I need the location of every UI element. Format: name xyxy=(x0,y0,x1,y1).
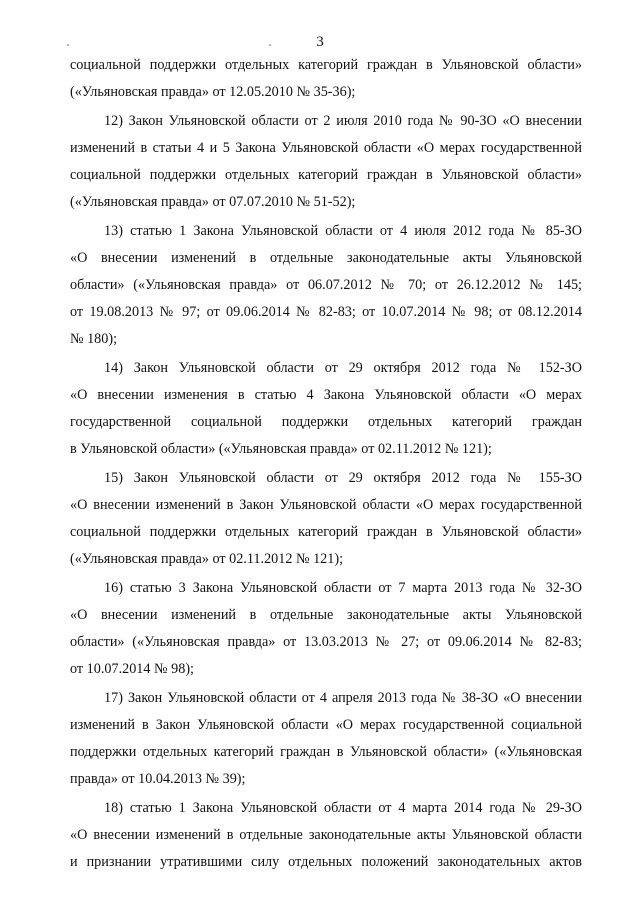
text-line: от 10.07.2014 № 98); xyxy=(70,661,194,677)
text-line: («Ульяновская правда» от 02.11.2012 № 121); xyxy=(70,551,344,567)
text-line: «О внесении изменений в отдельные законодательные акты Ульяновской xyxy=(70,250,582,266)
paragraph-start-17: 17) Закон Ульяновской области от 4 апреля 2013 года № 38-ЗО «О внесении xyxy=(104,690,582,706)
text-line: от 19.08.2013 № 97; от 09.06.2014 № 82-83; от 10.07.2014 № 98; от 08.12.2014 xyxy=(70,304,582,320)
text-line: области» («Ульяновская правда» от 06.07.2012 № 70; от 26.12.2012 № 145; xyxy=(70,277,582,293)
text-line: в Ульяновской области» («Ульяновская правда» от 02.11.2012 № 121); xyxy=(70,441,492,457)
text-line: «О внесении изменений в отдельные законодательные акты Ульяновской xyxy=(70,607,582,623)
text-line: «О внесении изменений в Закон Ульяновской области «О мерах государственной xyxy=(70,497,582,513)
text-line: социальной поддержки отдельных категорий граждан в Ульяновской области» xyxy=(70,57,582,73)
paragraph-start-15: 15) Закон Ульяновской области от 29 октября 2012 года № 155-ЗО xyxy=(104,470,582,486)
text-line: социальной поддержки отдельных категорий граждан в Ульяновской области» xyxy=(70,524,582,540)
text-line: государственной социальной поддержки отдельных категорий граждан xyxy=(70,414,582,430)
text-line: («Ульяновская правда» от 07.07.2010 № 51-52); xyxy=(70,194,356,210)
text-line: и признании утратившими силу отдельных положений законодательных актов xyxy=(70,854,582,870)
paragraph-start-14: 14) Закон Ульяновской области от 29 октября 2012 года № 152-ЗО xyxy=(104,360,582,376)
text-line: изменений в Закон Ульяновской области «О мерах государственной социальной xyxy=(70,717,582,733)
text-line: («Ульяновская правда» от 12.05.2010 № 35-36); xyxy=(70,84,356,100)
text-line: поддержки отдельных категорий граждан в Ульяновской области» («Ульяновская xyxy=(70,744,582,760)
text-line: «О внесении изменения в статью 4 Закона Ульяновской области «О мерах xyxy=(70,387,582,403)
text-line: социальной поддержки отдельных категорий граждан в Ульяновской области» xyxy=(70,167,582,183)
paragraph-start-16: 16) статью 3 Закона Ульяновской области от 7 марта 2013 года № 32-ЗО xyxy=(104,580,582,596)
text-line: области» («Ульяновская правда» от 13.03.2013 № 27; от 09.06.2014 № 82-83; xyxy=(70,634,582,650)
text-line: № 180); xyxy=(70,331,118,347)
text-line: изменений в статьи 4 и 5 Закона Ульяновской области «О мерах государственной xyxy=(70,140,582,156)
paragraph-start-18: 18) статью 1 Закона Ульяновской области от 4 марта 2014 года № 29-ЗО xyxy=(104,800,582,816)
text-line: «О внесении изменений в отдельные законодательные акты Ульяновской области xyxy=(70,827,582,843)
text-line: правда» от 10.04.2013 № 39); xyxy=(70,771,246,787)
paragraph-start-12: 12) Закон Ульяновской области от 2 июля 2010 года № 90-ЗО «О внесении xyxy=(104,113,582,129)
page-number: 3 xyxy=(316,34,324,50)
paragraph-start-13: 13) статью 1 Закона Ульяновской области от 4 июля 2012 года № 85-ЗО xyxy=(104,223,582,239)
